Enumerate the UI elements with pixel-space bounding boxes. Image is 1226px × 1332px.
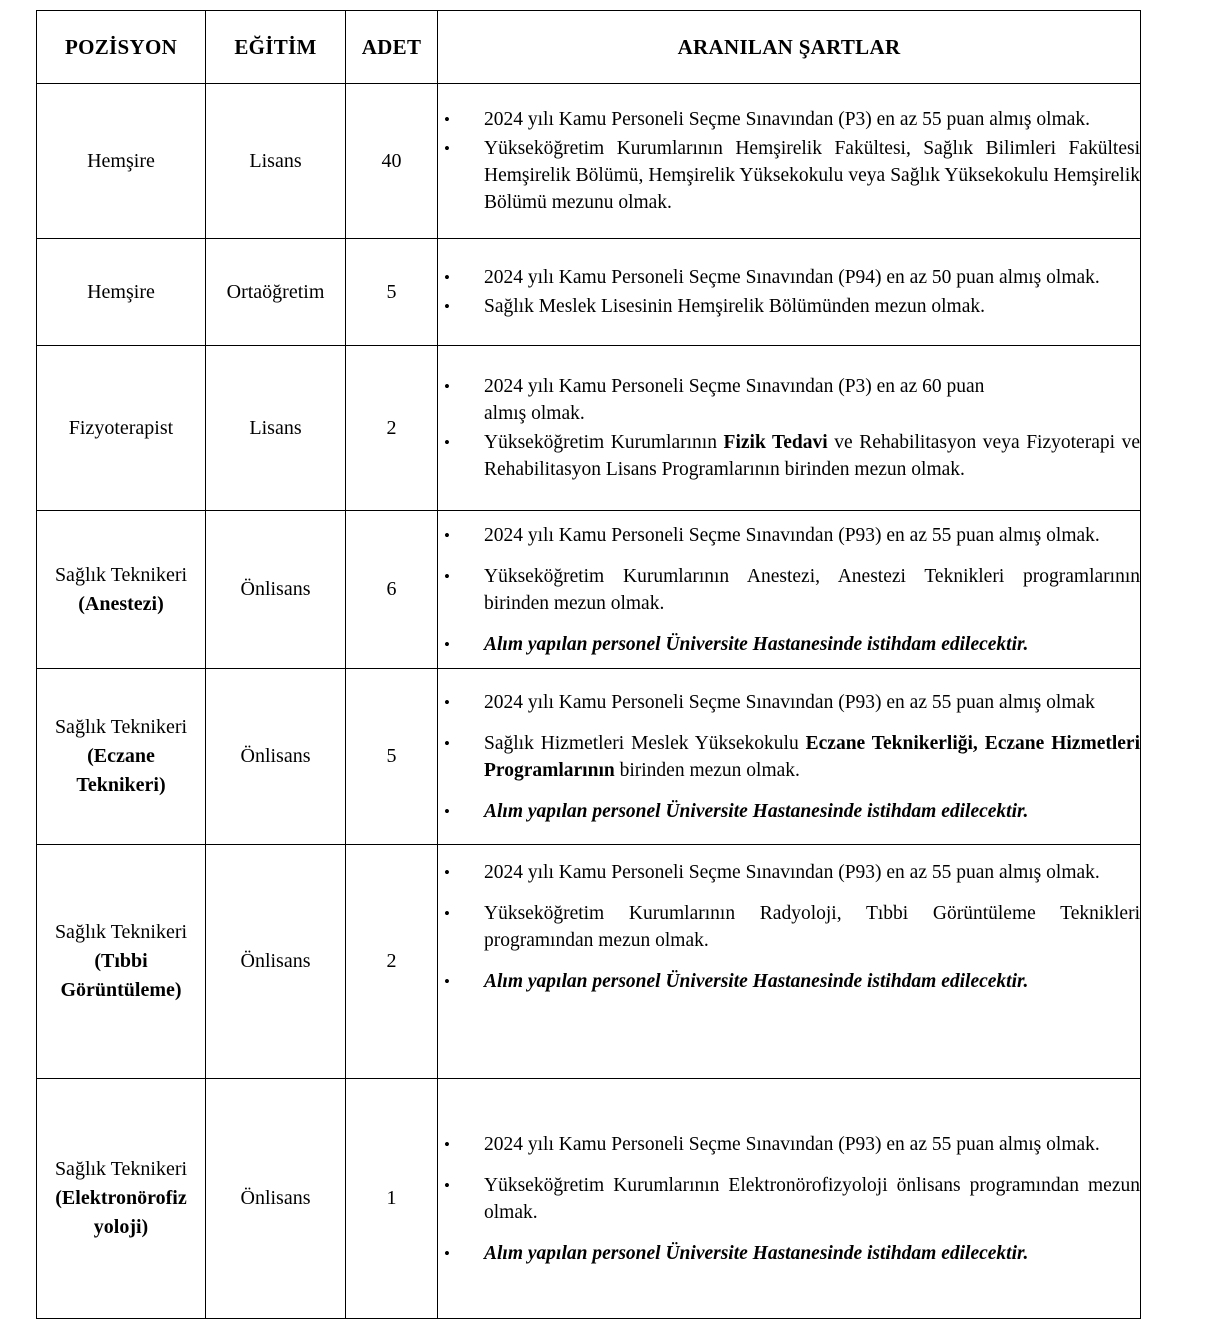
position-line: Sağlık Teknikeri bbox=[54, 921, 188, 943]
requirement-item bbox=[438, 106, 1140, 133]
requirement-item bbox=[438, 429, 1140, 483]
requirement-item bbox=[438, 730, 1140, 784]
requirement-text bbox=[484, 264, 1140, 291]
bullet-icon: • bbox=[444, 733, 450, 753]
requirement-text-segment: 2024 yılı Kamu Personeli Seçme Sınavından (P94) en az 50 puan almış olmak. bbox=[484, 267, 1100, 288]
count-cell: 5 bbox=[346, 239, 438, 346]
bullet-icon: • bbox=[444, 1175, 450, 1195]
education-cell: Lisans bbox=[206, 346, 346, 511]
requirement-text bbox=[484, 900, 1140, 954]
requirement-item bbox=[438, 135, 1140, 216]
requirement-text-segment: Eczane Teknikerliği, Eczane Hizmetleri Programlarının bbox=[484, 732, 1140, 781]
requirement-text-segment: Yükseköğretim Kurumlarının Anestezi, Anestezi Teknikleri programlarının birinden mezun olmak. bbox=[484, 565, 1140, 614]
requirement-text bbox=[484, 730, 1140, 784]
bullet-icon: • bbox=[444, 1134, 450, 1154]
bullet-icon: • bbox=[444, 972, 450, 991]
position-line: Sağlık Teknikeri bbox=[54, 716, 188, 738]
table-row bbox=[37, 669, 1141, 845]
position-line: (Eczane bbox=[87, 745, 155, 767]
bullet-icon: • bbox=[444, 433, 450, 452]
position-cell bbox=[37, 669, 206, 845]
requirements-cell bbox=[438, 239, 1141, 346]
position-line: Hemşire bbox=[87, 280, 155, 303]
requirement-item bbox=[438, 1131, 1140, 1158]
column-header-pozisyon: POZİSYON bbox=[37, 11, 206, 84]
requirement-text-segment: Alım yapılan personel Üniversite Hastanesinde istihdam edilecektir. bbox=[484, 633, 1029, 655]
requirement-text-segment: Yükseköğretim Kurumlarının Elektronörofizyoloji önlisans programından mezun olmak. bbox=[484, 1174, 1140, 1223]
bullet-icon: • bbox=[444, 801, 450, 821]
requirement-item bbox=[438, 798, 1140, 825]
position-line: Teknikeri) bbox=[76, 774, 166, 796]
requirement-text bbox=[484, 106, 1140, 133]
count-cell: 1 bbox=[346, 1079, 438, 1319]
requirement-text-segment: 2024 yılı Kamu Personeli Seçme Sınavından (P93) en az 55 puan almış olmak. bbox=[484, 862, 1100, 883]
requirement-text bbox=[484, 859, 1140, 886]
column-header-egitim: EĞİTİM bbox=[206, 11, 346, 84]
position-cell bbox=[37, 845, 206, 1079]
position-line: Hemşire bbox=[87, 149, 155, 172]
bullet-icon: • bbox=[444, 110, 450, 129]
position-cell bbox=[37, 346, 206, 511]
requirement-item bbox=[438, 1240, 1140, 1267]
table-row bbox=[37, 1079, 1141, 1319]
requirement-item bbox=[438, 522, 1140, 549]
requirement-text bbox=[484, 429, 1140, 483]
requirement-text-segment: Fizik Tedavi bbox=[723, 432, 828, 453]
requirement-text-segment: birinden mezun olmak. bbox=[614, 759, 800, 781]
bullet-icon: • bbox=[444, 525, 450, 545]
requirement-text bbox=[484, 373, 1140, 427]
requirement-text-segment: 2024 yılı Kamu Personeli Seçme Sınavından (P93) en az 55 puan almış olmak. bbox=[484, 524, 1100, 546]
requirement-text bbox=[484, 631, 1140, 658]
count-cell: 5 bbox=[346, 669, 438, 845]
bullet-icon: • bbox=[444, 692, 450, 712]
requirement-text bbox=[484, 522, 1140, 549]
requirements-cell bbox=[438, 84, 1141, 239]
education-cell: Önlisans bbox=[206, 669, 346, 845]
requirement-text bbox=[484, 1172, 1140, 1226]
table-row bbox=[37, 346, 1141, 511]
position-line: Sağlık Teknikeri bbox=[54, 1158, 188, 1180]
requirement-text bbox=[484, 135, 1140, 216]
requirement-text-segment: Alım yapılan personel Üniversite Hastanesinde istihdam edilecektir. bbox=[484, 1242, 1029, 1264]
education-cell: Lisans bbox=[206, 84, 346, 239]
position-line: (Elektronörofiz bbox=[55, 1187, 187, 1209]
requirement-item bbox=[438, 689, 1140, 716]
requirement-text-segment: Yükseköğretim Kurumlarının Radyoloji, Tıbbi Görüntüleme Teknikleri programından mezun olmak. bbox=[484, 903, 1140, 951]
requirement-text-segment: Alım yapılan personel Üniversite Hastanesinde istihdam edilecektir. bbox=[484, 971, 1029, 992]
bullet-icon: • bbox=[444, 634, 450, 654]
requirement-text-segment: Sağlık Meslek Lisesinin Hemşirelik Bölümünden mezun olmak. bbox=[484, 296, 985, 317]
table-row bbox=[37, 511, 1141, 669]
table-body bbox=[37, 84, 1141, 1319]
requirement-text-segment: 2024 yılı Kamu Personeli Seçme Sınavından (P93) en az 55 puan almış olmak bbox=[484, 691, 1095, 713]
requirement-text-segment: almış olmak. bbox=[484, 403, 585, 424]
requirement-text-segment: 2024 yılı Kamu Personeli Seçme Sınavından (P3) en az 60 puan bbox=[484, 376, 985, 397]
requirement-text bbox=[484, 1131, 1140, 1158]
requirement-item bbox=[438, 293, 1140, 320]
requirement-item bbox=[438, 900, 1140, 954]
count-cell: 40 bbox=[346, 84, 438, 239]
requirements-cell bbox=[438, 845, 1141, 1079]
requirement-text bbox=[484, 798, 1140, 825]
header-row bbox=[37, 11, 1141, 84]
requirement-text-segment: Yükseköğretim Kurumlarının Hemşirelik Fakültesi, Sağlık Bilimleri Fakültesi Hemşirelik Bölümü, Hemşirelik Yüksekokulu veya Sağlık Yüksekokulu Hemşirelik Bölümü mezunu olmak. bbox=[484, 138, 1140, 213]
position-cell bbox=[37, 1079, 206, 1319]
position-cell bbox=[37, 84, 206, 239]
requirement-item bbox=[438, 631, 1140, 658]
recruitment-table bbox=[36, 10, 1141, 1319]
education-cell: Önlisans bbox=[206, 845, 346, 1079]
requirements-cell bbox=[438, 669, 1141, 845]
requirement-text bbox=[484, 563, 1140, 617]
position-line: (Anestezi) bbox=[78, 592, 164, 615]
requirement-item bbox=[438, 968, 1140, 995]
requirement-text-segment: Sağlık Hizmetleri Meslek Yüksekokulu bbox=[484, 732, 806, 754]
requirement-item bbox=[438, 563, 1140, 617]
position-line: Görüntüleme) bbox=[60, 979, 182, 1001]
requirement-text-segment: 2024 yılı Kamu Personeli Seçme Sınavından (P93) en az 55 puan almış olmak. bbox=[484, 1133, 1100, 1155]
requirement-text-segment: ve Rehabilitasyon veya Fizyoterapi ve Rehabilitasyon Lisans Programlarının birinden mezun olmak. bbox=[484, 432, 1140, 480]
requirement-text bbox=[484, 1240, 1140, 1267]
position-cell bbox=[37, 239, 206, 346]
position-line: Sağlık Teknikeri bbox=[54, 563, 188, 586]
table-row bbox=[37, 84, 1141, 239]
requirement-text-segment: Alım yapılan personel Üniversite Hastanesinde istihdam edilecektir. bbox=[484, 800, 1029, 822]
requirement-text-segment: 2024 yılı Kamu Personeli Seçme Sınavından (P3) en az 55 puan almış olmak. bbox=[484, 109, 1091, 130]
bullet-icon: • bbox=[444, 904, 450, 923]
position-line: (Tıbbi bbox=[94, 950, 148, 972]
table-row bbox=[37, 845, 1141, 1079]
count-cell: 6 bbox=[346, 511, 438, 669]
position-line: yoloji) bbox=[93, 1216, 149, 1238]
bullet-icon: • bbox=[444, 863, 450, 882]
requirement-text bbox=[484, 689, 1140, 716]
education-cell: Önlisans bbox=[206, 1079, 346, 1319]
requirements-cell bbox=[438, 1079, 1141, 1319]
bullet-icon: • bbox=[444, 139, 450, 158]
requirement-item bbox=[438, 373, 1140, 427]
requirement-text-segment: Yükseköğretim Kurumlarının bbox=[484, 432, 724, 453]
requirement-text bbox=[484, 968, 1140, 995]
requirement-text bbox=[484, 293, 1140, 320]
bullet-icon: • bbox=[444, 566, 450, 586]
requirements-cell bbox=[438, 346, 1141, 511]
column-header-aranilan-sartlar: ARANILAN ŞARTLAR bbox=[438, 11, 1141, 84]
count-cell: 2 bbox=[346, 346, 438, 511]
position-line: Fizyoterapist bbox=[68, 416, 174, 439]
count-cell: 2 bbox=[346, 845, 438, 1079]
requirement-item bbox=[438, 264, 1140, 291]
education-cell: Ortaöğretim bbox=[206, 239, 346, 346]
requirements-cell bbox=[438, 511, 1141, 669]
position-cell bbox=[37, 511, 206, 669]
column-header-adet: ADET bbox=[346, 11, 438, 84]
requirement-item bbox=[438, 1172, 1140, 1226]
bullet-icon: • bbox=[444, 377, 450, 396]
bullet-icon: • bbox=[444, 1243, 450, 1263]
bullet-icon: • bbox=[444, 268, 450, 287]
education-cell: Önlisans bbox=[206, 511, 346, 669]
table-row bbox=[37, 239, 1141, 346]
bullet-icon: • bbox=[444, 297, 450, 316]
requirement-item bbox=[438, 859, 1140, 886]
